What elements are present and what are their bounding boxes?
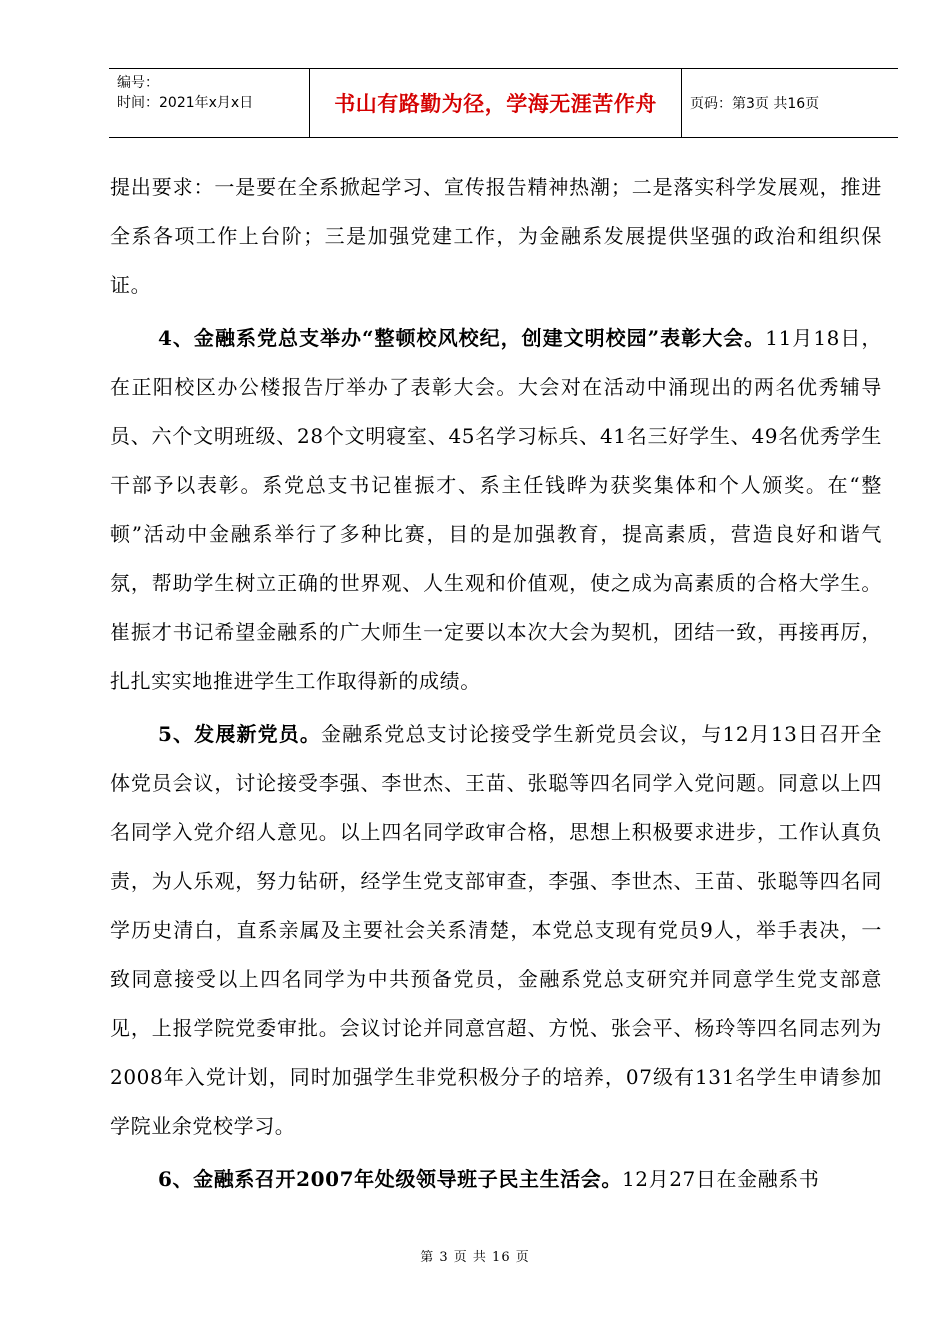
paragraph-4 [110,1155,882,1204]
paragraph-2-text: 11月18日，在正阳校区办公楼报告厅举办了表彰大会。大会对在活动中涌现出的两名优秀辅导员、六个文明班级、28个文明寝室、45名学习标兵、41名三好学生、49名优秀学生干部予以表彰。系党总支书记崔振才、系主任钱晔为获奖集体和个人颁奖。在“整顿”活动中金融系举行了多种比赛，目的是加强教育，提高素质，营造良好和谐气氛，帮助学生树立正确的世界观、人生观和价值观，使之成为高素质的合格大学生。崔振才书记希望金融系的广大师生一定要以本次大会为契机，团结一致，再接再厉，扎扎实实地推进学生工作取得新的成绩。 [110,326,882,693]
document-body [110,163,882,1208]
paragraph-2-title: 4、金融系党总支举办“整顿校风校纪，创建文明校园”表彰大会。 [158,326,766,350]
paragraph-3 [110,710,882,1151]
paragraph-1: 提出要求：一是要在全系掀起学习、宣传报告精神热潮；二是落实科学发展观，推进全系各项工作上台阶；三是加强党建工作，为金融系发展提供坚强的政治和组织保证。 [110,175,882,297]
code-label: 编号： [117,75,159,91]
page-footer: 第 3 页 共 16 页 [420,1250,530,1265]
paragraph-3-text: 金融系党总支讨论接受学生新党员会议，与12月13日召开全体党员会议，讨论接受李强、李世杰、王苗、张聪等四名同学入党问题。同意以上四名同学入党介绍人意见。以上四名同学政审合格，思想上积极要求进步，工作认真负责，为人乐观，努力钻研，经学生党支部审查，李强、李世杰、王苗、张聪等四名同学历史清白，直系亲属及主要社会关系清楚，本党总支现有党员9人，举手表决，一致同意接受以上四名同学为中共预备党员，金融系党总支研究并同意学生党支部意见，上报学院党委审批。会议讨论并同意宫超、方悦、张会平、杨玲等四名同志列为2008年入党计划，同时加强学生非党积极分子的培养，07级有131名学生申请参加学院业余党校学习。 [110,722,882,1138]
paragraph-3-title: 5、发展新党员。 [158,722,321,746]
paragraph-4-title: 6、金融系召开2007年处级领导班子民主生活会。 [158,1167,622,1191]
header-meta [109,69,310,137]
paragraph-2 [110,314,882,706]
paragraph-4-text: 12月27日在金融系书 [621,1167,820,1191]
header-page-info: 页码：第3页 共16页 [690,96,820,112]
page-header [109,68,898,138]
time-label: 时间：2021年x月x日 [117,95,254,111]
header-motto: 书山有路勤为径，学海无涯苦作舟 [310,69,682,137]
